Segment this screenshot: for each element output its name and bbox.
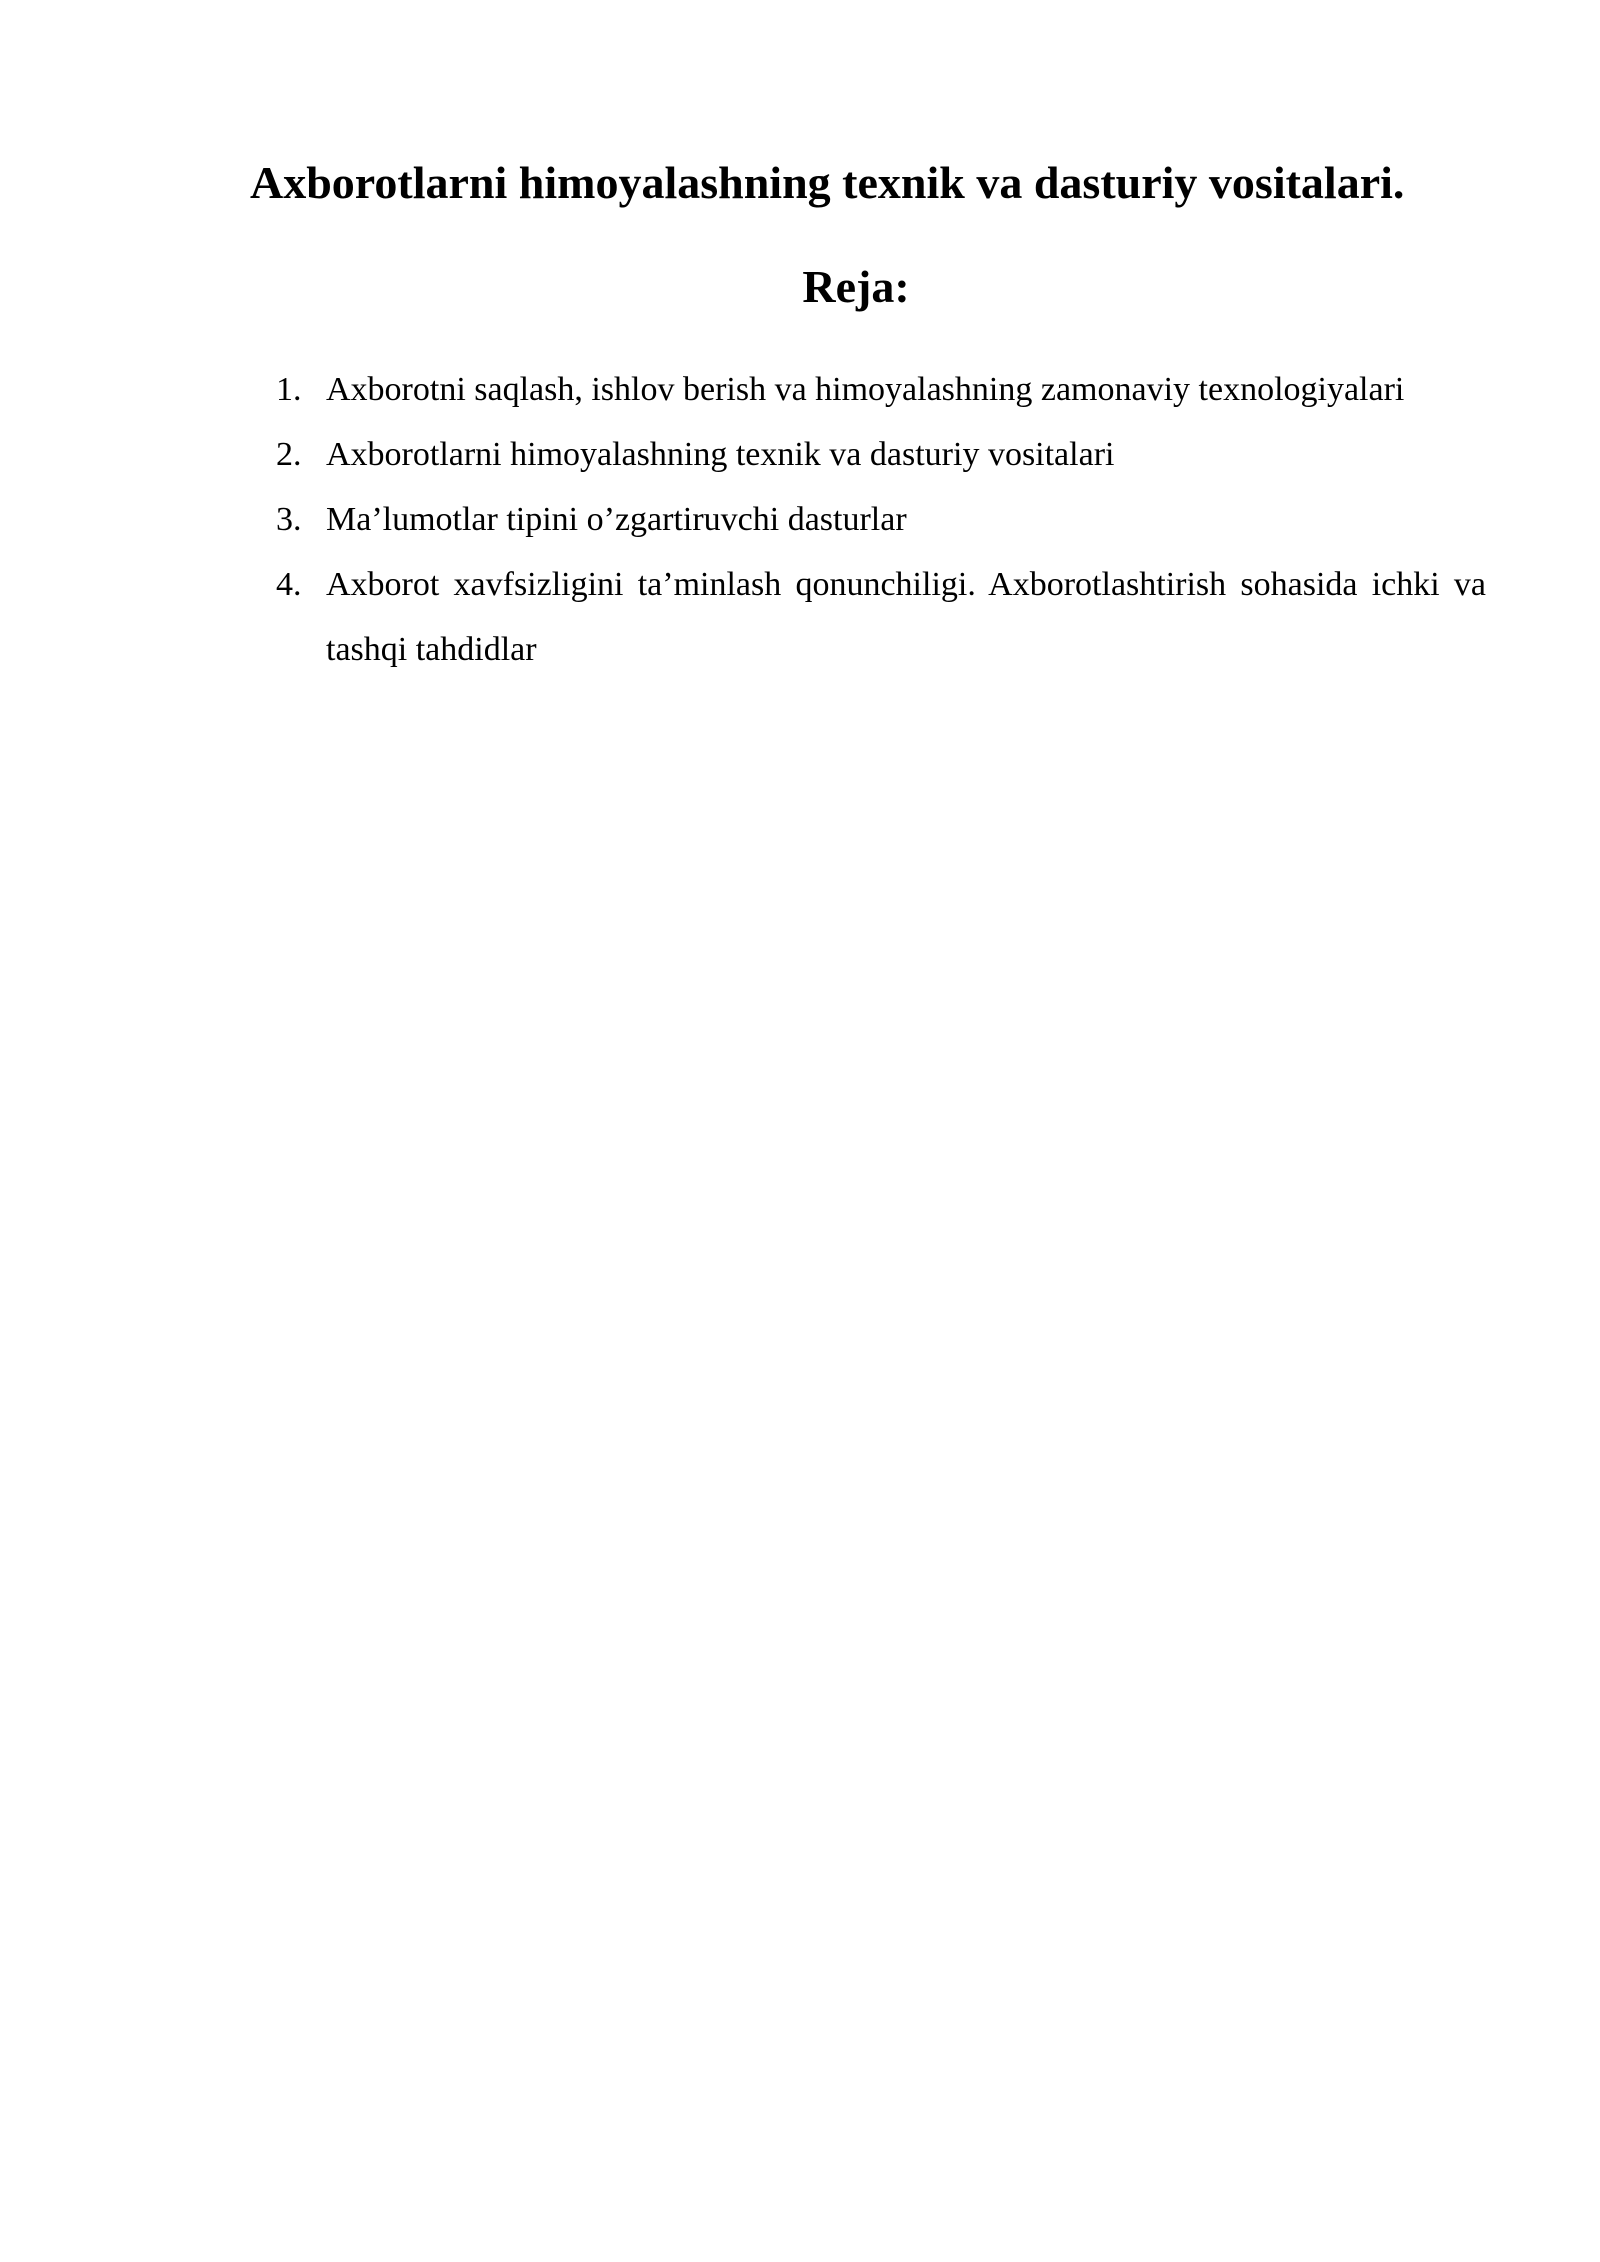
- plan-item-number: 1.: [276, 371, 302, 408]
- plan-item-4: [264, 552, 1486, 682]
- plan-list: [264, 357, 1486, 682]
- plan-item-text: Ma’lumotlar tipini o’zgartiruvchi dasturlar: [326, 501, 907, 538]
- plan-item-1: [264, 357, 1486, 422]
- plan-item-text: Axborotlarni himoyalashning texnik va dasturiy vositalari: [326, 436, 1115, 473]
- plan-item-text: Axborot xavfsizligini ta’minlash qonunchiligi. Axborotlashtirish sohasida ichki va tashqi tahdidlar: [326, 566, 1486, 668]
- document-title: Axborotlarni himoyalashning texnik va dasturiy vositalari.: [250, 157, 1405, 208]
- plan-item-number: 4.: [276, 566, 302, 603]
- plan-item-number: 3.: [276, 501, 302, 538]
- plan-item-2: [264, 422, 1486, 487]
- plan-item-text: Axborotni saqlash, ishlov berish va himoyalashning zamonaviy texnologiyalari: [326, 371, 1405, 408]
- plan-item-3: [264, 487, 1486, 552]
- plan-item-number: 2.: [276, 436, 302, 473]
- plan-heading: Reja:: [802, 261, 910, 312]
